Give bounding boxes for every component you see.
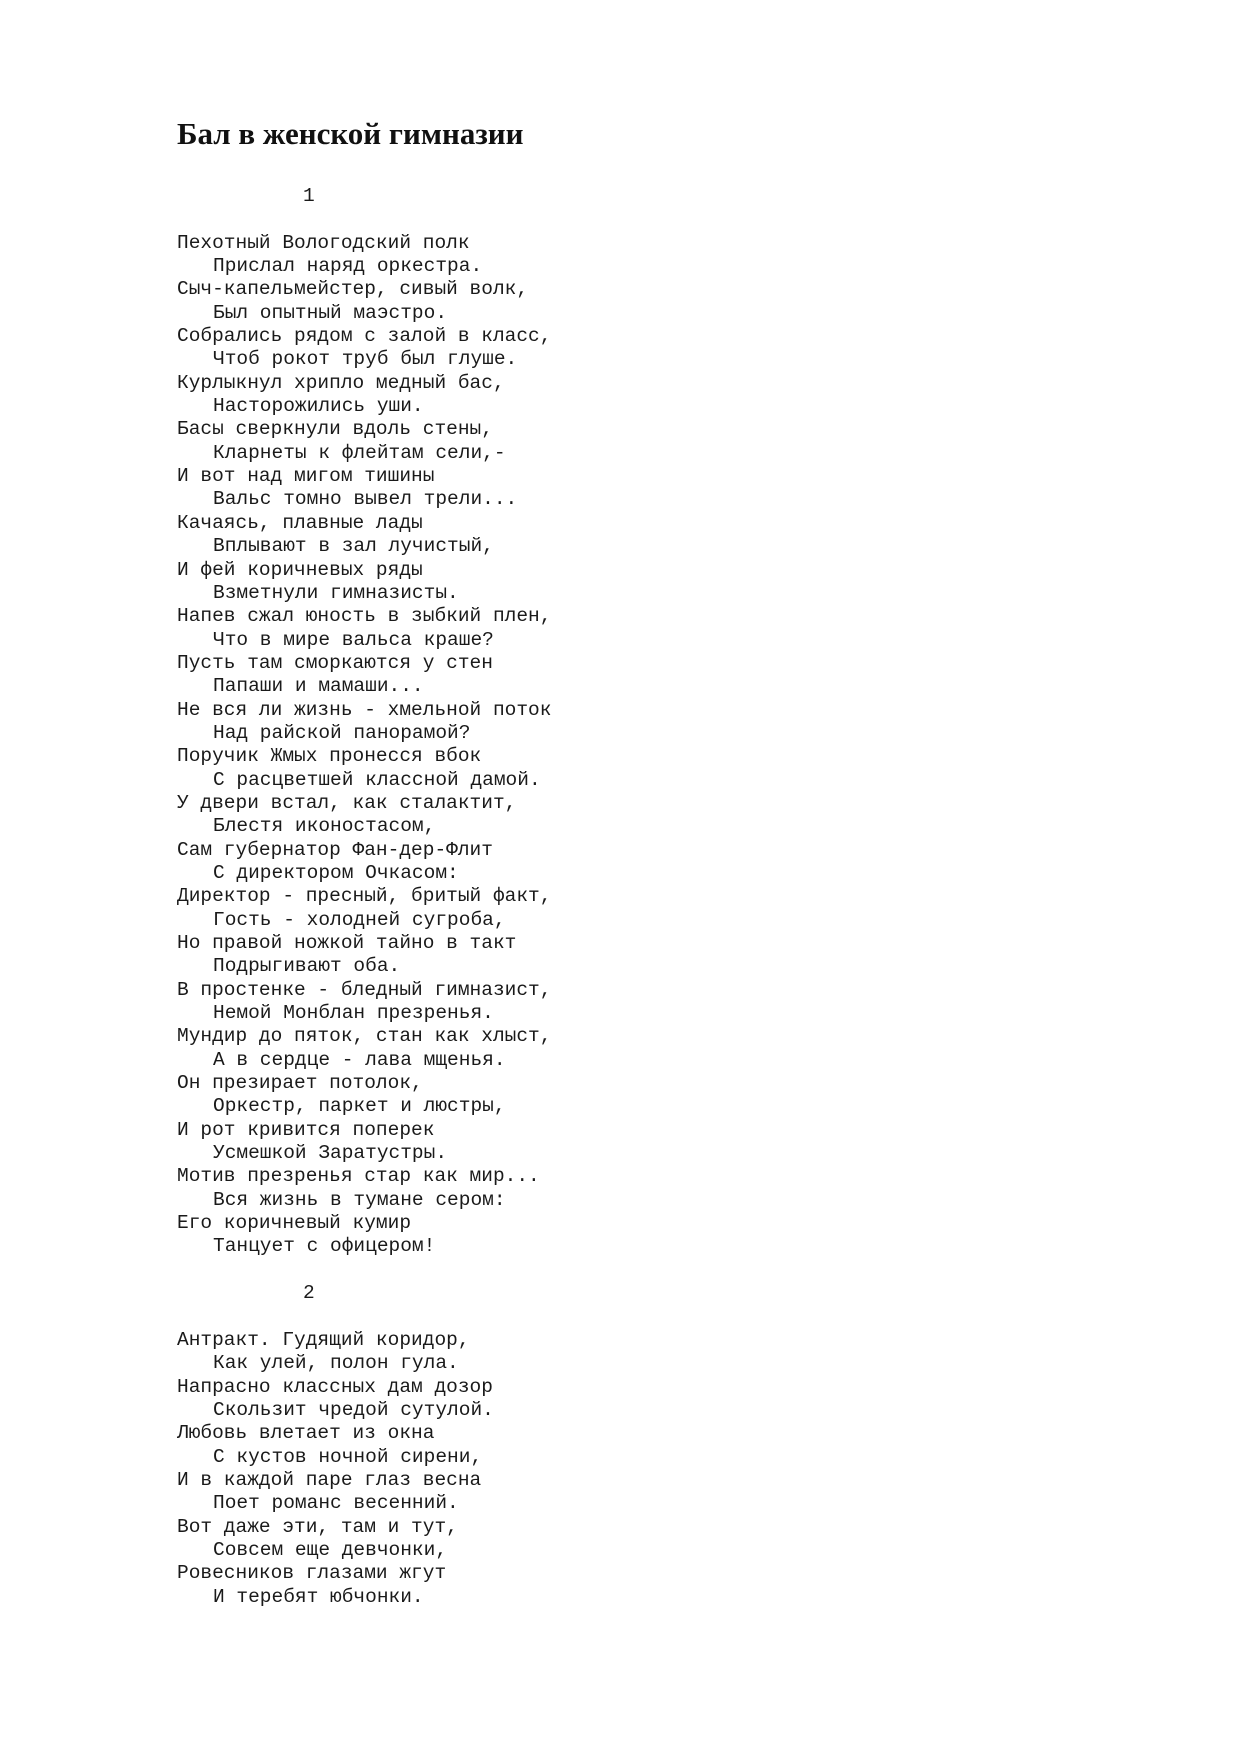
poem-line: Насторожились уши. <box>213 395 424 418</box>
poem-line: Сыч-капельмейстер, сивый волк, <box>177 278 529 301</box>
poem-line: Не вся ли жизнь - хмельной поток <box>177 698 552 721</box>
poem-line: Поручик Жмых пронесся вбок <box>177 745 482 768</box>
poem-line: Басы сверкнули вдоль стены, <box>177 418 493 441</box>
poem-line: Папаши и мамаши... <box>213 675 424 698</box>
poem-line: Гость - холодней сугроба, <box>213 908 506 931</box>
poem-line: Был опытный маэстро. <box>213 301 448 324</box>
poem-line: Над райской панорамой? <box>213 721 471 744</box>
poem-line: Пехотный Вологодский полк <box>177 231 470 254</box>
poem-line: Напев сжал юность в зыбкий плен, <box>177 605 552 628</box>
section-number: 1 <box>303 185 315 207</box>
poem-line: Сам губернатор Фан-дер-Флит <box>177 838 493 861</box>
poem-body <box>177 185 1077 1609</box>
poem-line: Совсем еще девчонки, <box>213 1538 448 1561</box>
poem-line: Немой Монблан презренья. <box>213 1002 494 1025</box>
poem-line: Подрыгивают оба. <box>213 955 401 978</box>
poem-line: Но правой ножкой тайно в такт <box>177 932 517 954</box>
section-lines <box>177 1329 1077 1609</box>
poem-line: Пусть там сморкаются у стен <box>177 651 493 674</box>
poem-line: С расцветшей классной дамой. <box>213 768 541 791</box>
poem-line: Его коричневый кумир <box>177 1212 412 1235</box>
poem-line: И фей коричневых ряды <box>177 558 423 581</box>
poem-line: И в каждой паре глаз весна <box>177 1468 482 1491</box>
poem-line: Прислал наряд оркестра. <box>213 255 483 278</box>
poem-line: Кларнеты к флейтам сели,- <box>213 441 506 464</box>
section-lines <box>177 232 1077 1259</box>
poem-line: Как улей, полон гула. <box>213 1352 459 1375</box>
poem-section <box>177 1282 1077 1609</box>
poem-line: Оркестр, паркет и люстры, <box>213 1095 506 1118</box>
poem-line: В простенке - бледный гимназист, <box>177 978 552 1001</box>
poem-line: Качаясь, плавные лады <box>177 511 423 534</box>
poem-line: Директор - пресный, бритый факт, <box>177 885 552 908</box>
poem-line: Что в мире вальса краше? <box>213 628 494 651</box>
poem-line: Усмешкой Заратустры. <box>213 1142 448 1165</box>
poem-line: Танцует с офицером! <box>213 1235 436 1258</box>
poem-line: Ровесников глазами жгут <box>177 1562 447 1585</box>
poem-line: У двери встал, как сталактит, <box>177 791 517 814</box>
poem-line: Любовь влетает из окна <box>177 1422 435 1445</box>
poem-line: С кустов ночной сирени, <box>213 1445 483 1468</box>
poem-line: Антракт. Гудящий коридор, <box>177 1328 470 1351</box>
poem-title: Бал в женской гимназии <box>177 116 524 151</box>
poem-line: Собрались рядом с залой в класс, <box>177 325 552 348</box>
poem-line: И теребят юбчонки. <box>213 1585 424 1608</box>
poem-line: С директором Очкасом: <box>213 861 459 884</box>
poem-line: Чтоб рокот труб был глуше. <box>213 348 518 371</box>
poem-line: И вот над мигом тишины <box>177 465 435 488</box>
poem-line: Поет романс весенний. <box>213 1492 459 1515</box>
poem-line: Напрасно классных дам дозор <box>177 1375 493 1398</box>
poem-line: Мундир до пяток, стан как хлыст, <box>177 1025 552 1048</box>
poem-line: А в сердце - лава мщенья. <box>213 1048 506 1071</box>
section-number: 2 <box>303 1282 315 1305</box>
poem-line: Курлыкнул хрипло медный бас, <box>177 371 505 394</box>
poem-line: Вплывают в зал лучистый, <box>213 535 494 558</box>
poem-line: Вся жизнь в тумане сером: <box>213 1188 506 1211</box>
poem-line: Блестя иконостасом, <box>213 815 436 838</box>
poem-line: Мотив презренья стар как мир... <box>177 1165 540 1188</box>
poem-line: Он презирает потолок, <box>177 1072 423 1095</box>
poem-line: И рот кривится поперек <box>177 1118 435 1141</box>
poem-section <box>177 185 1077 1259</box>
poem-line: Вальс томно вывел трели... <box>213 488 518 511</box>
poem-line: Вот даже эти, там и тут, <box>177 1515 458 1538</box>
poem-line: Скользит чредой сутулой. <box>213 1398 494 1421</box>
poem-line: Взметнули гимназисты. <box>213 581 459 604</box>
